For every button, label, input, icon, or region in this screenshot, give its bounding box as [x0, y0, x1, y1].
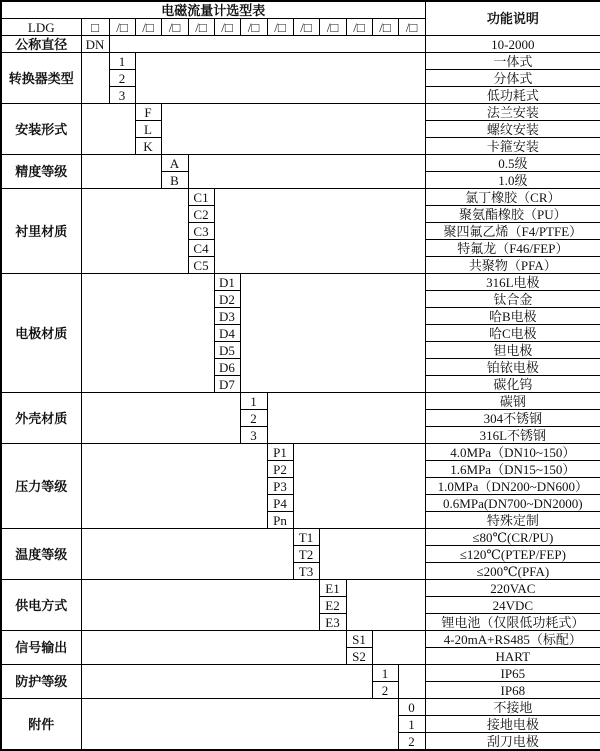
model-prefix: LDG — [1, 19, 81, 36]
table-row — [1, 1, 600, 19]
function-column-header: 功能说明 — [425, 1, 600, 36]
code-cell: D5 — [214, 342, 240, 359]
spacer-cell — [81, 104, 135, 155]
table-row — [1, 631, 600, 648]
table-row — [1, 104, 600, 121]
description-cell: 一体式 — [425, 53, 600, 70]
code-cell: 0 — [398, 699, 425, 716]
code-cell: S1 — [346, 631, 372, 648]
description-cell: 0.6MPa(DN700~DN2000) — [425, 495, 600, 512]
row-label-6: 压力等级 — [1, 444, 81, 529]
code-cell: 2 — [240, 410, 267, 427]
model-slot: /□ — [214, 19, 240, 36]
description-cell: 低功耗式 — [425, 87, 600, 104]
code-cell: 2 — [109, 70, 135, 87]
row-label-11: 附件 — [1, 699, 81, 751]
spacer-cell — [135, 53, 425, 104]
description-cell: 法兰安装 — [425, 104, 600, 121]
description-cell: 锂电池（仅限低功耗式） — [425, 614, 600, 631]
description-cell: 钽电极 — [425, 342, 600, 359]
row-label-5: 外壳材质 — [1, 393, 81, 444]
row-label-8: 供电方式 — [1, 580, 81, 631]
code-cell: 3 — [240, 427, 267, 444]
description-cell: 分体式 — [425, 70, 600, 87]
description-cell: 卡箍安装 — [425, 138, 600, 155]
description-cell: 10-2000 — [425, 36, 600, 53]
spacer-cell — [81, 393, 240, 444]
spacer-cell — [346, 580, 425, 631]
code-cell: DN — [81, 36, 109, 53]
description-cell: 特氟龙（F46/FEP） — [425, 240, 600, 257]
code-cell: E1 — [319, 580, 346, 597]
table-row — [1, 155, 600, 172]
table-row — [1, 393, 600, 410]
description-cell: 不接地 — [425, 699, 600, 716]
table-row — [1, 189, 600, 206]
code-cell: T3 — [293, 563, 319, 580]
table-row — [1, 665, 600, 682]
description-cell: 316L电极 — [425, 274, 600, 291]
spacer-cell — [81, 53, 109, 104]
code-cell: D7 — [214, 376, 240, 393]
table-row — [1, 580, 600, 597]
description-cell: 螺纹安装 — [425, 121, 600, 138]
description-cell: 24VDC — [425, 597, 600, 614]
model-slot: /□ — [372, 19, 398, 36]
description-cell: 聚四氟乙烯（F4/PTFE） — [425, 223, 600, 240]
description-cell: ≤120℃(PTEP/FEP) — [425, 546, 600, 563]
spacer-cell — [319, 529, 425, 580]
row-label-0: 转换器类型 — [1, 53, 81, 104]
row-label-2: 精度等级 — [1, 155, 81, 189]
code-cell: P4 — [267, 495, 293, 512]
code-cell: 1 — [398, 716, 425, 733]
model-slot: /□ — [346, 19, 372, 36]
description-cell: 哈B电极 — [425, 308, 600, 325]
table-row — [1, 444, 600, 461]
description-cell: 316L不锈钢 — [425, 427, 600, 444]
code-cell: P1 — [267, 444, 293, 461]
spacer-cell — [398, 665, 425, 699]
table-row — [1, 274, 600, 291]
model-slot: /□ — [135, 19, 161, 36]
description-cell: 4-20mA+RS485（标配） — [425, 631, 600, 648]
code-cell: K — [135, 138, 161, 155]
description-cell: 哈C电极 — [425, 325, 600, 342]
row-label-7: 温度等级 — [1, 529, 81, 580]
spacer-cell — [293, 444, 425, 529]
table-row — [1, 699, 600, 716]
description-cell: HART — [425, 648, 600, 665]
code-cell: 2 — [372, 682, 398, 699]
spacer-cell — [81, 665, 372, 699]
model-slot: /□ — [319, 19, 346, 36]
spacer-cell — [161, 104, 425, 155]
code-cell: D1 — [214, 274, 240, 291]
spacer-cell — [81, 155, 161, 189]
code-cell: F — [135, 104, 161, 121]
description-cell: 304不锈钢 — [425, 410, 600, 427]
description-cell: 4.0MPa（DN10~150） — [425, 444, 600, 461]
description-cell: 聚氨酯橡胶（PU） — [425, 206, 600, 223]
code-cell: C4 — [188, 240, 214, 257]
description-cell: 氯丁橡胶（CR） — [425, 189, 600, 206]
code-cell: C1 — [188, 189, 214, 206]
model-slot: /□ — [240, 19, 267, 36]
spacer-cell — [240, 274, 425, 393]
description-cell: IP68 — [425, 682, 600, 699]
code-cell: P3 — [267, 478, 293, 495]
page-title: 电磁流量计选型表 — [1, 1, 425, 19]
code-cell: C3 — [188, 223, 214, 240]
description-cell: 钛合金 — [425, 291, 600, 308]
spacer-cell — [81, 189, 188, 274]
spacer-cell — [81, 444, 267, 529]
model-slot: /□ — [267, 19, 293, 36]
row-label-1: 安装形式 — [1, 104, 81, 155]
model-slot: /□ — [109, 19, 135, 36]
spacer-cell — [81, 631, 346, 665]
code-cell: 1 — [372, 665, 398, 682]
code-cell: E2 — [319, 597, 346, 614]
row-label-10: 防护等级 — [1, 665, 81, 699]
code-cell: P2 — [267, 461, 293, 478]
code-cell: D6 — [214, 359, 240, 376]
code-cell: T2 — [293, 546, 319, 563]
spacer-cell — [372, 631, 425, 665]
description-cell: 特殊定制 — [425, 512, 600, 529]
code-cell: C2 — [188, 206, 214, 223]
description-cell: 共聚物（PFA） — [425, 257, 600, 274]
row-label-3: 衬里材质 — [1, 189, 81, 274]
spacer-cell — [81, 529, 293, 580]
row-label-9: 信号输出 — [1, 631, 81, 665]
description-cell: 碳钢 — [425, 393, 600, 410]
table-row — [1, 53, 600, 70]
description-cell: 1.0MPa（DN200~DN600） — [425, 478, 600, 495]
spacer-cell — [81, 580, 319, 631]
code-cell: 1 — [109, 53, 135, 70]
description-cell: ≤80℃(CR/PU) — [425, 529, 600, 546]
spacer-cell — [188, 155, 425, 189]
spacer-cell — [214, 189, 425, 274]
table-body — [1, 1, 600, 750]
description-cell: 铂铱电极 — [425, 359, 600, 376]
spacer-cell — [81, 699, 398, 751]
code-cell: T1 — [293, 529, 319, 546]
spacer-cell — [267, 393, 425, 444]
row-label-diameter: 公称直径 — [1, 36, 81, 53]
code-cell: 3 — [109, 87, 135, 104]
code-cell: Pn — [267, 512, 293, 529]
description-cell: 220VAC — [425, 580, 600, 597]
description-cell: 接地电极 — [425, 716, 600, 733]
model-box: □ — [81, 19, 109, 36]
table-row — [1, 529, 600, 546]
code-cell: D4 — [214, 325, 240, 342]
description-cell: 刮刀电极 — [425, 733, 600, 751]
description-cell: 0.5级 — [425, 155, 600, 172]
description-cell: IP65 — [425, 665, 600, 682]
code-cell: A — [161, 155, 188, 172]
code-cell: L — [135, 121, 161, 138]
spacer-cell — [109, 36, 425, 53]
description-cell: 碳化钨 — [425, 376, 600, 393]
code-cell: D3 — [214, 308, 240, 325]
model-slot: /□ — [161, 19, 188, 36]
row-label-4: 电极材质 — [1, 274, 81, 393]
table-row — [1, 36, 600, 53]
code-cell: 1 — [240, 393, 267, 410]
model-slot: /□ — [188, 19, 214, 36]
description-cell: 1.6MPa（DN15~150） — [425, 461, 600, 478]
model-slot: /□ — [293, 19, 319, 36]
code-cell: C5 — [188, 257, 214, 274]
description-cell: 1.0级 — [425, 172, 600, 189]
code-cell: S2 — [346, 648, 372, 665]
code-cell: E3 — [319, 614, 346, 631]
code-cell: D2 — [214, 291, 240, 308]
description-cell: ≤200℃(PFA) — [425, 563, 600, 580]
spacer-cell — [81, 274, 214, 393]
code-cell: 2 — [398, 733, 425, 751]
model-slot: /□ — [398, 19, 425, 36]
code-cell: B — [161, 172, 188, 189]
